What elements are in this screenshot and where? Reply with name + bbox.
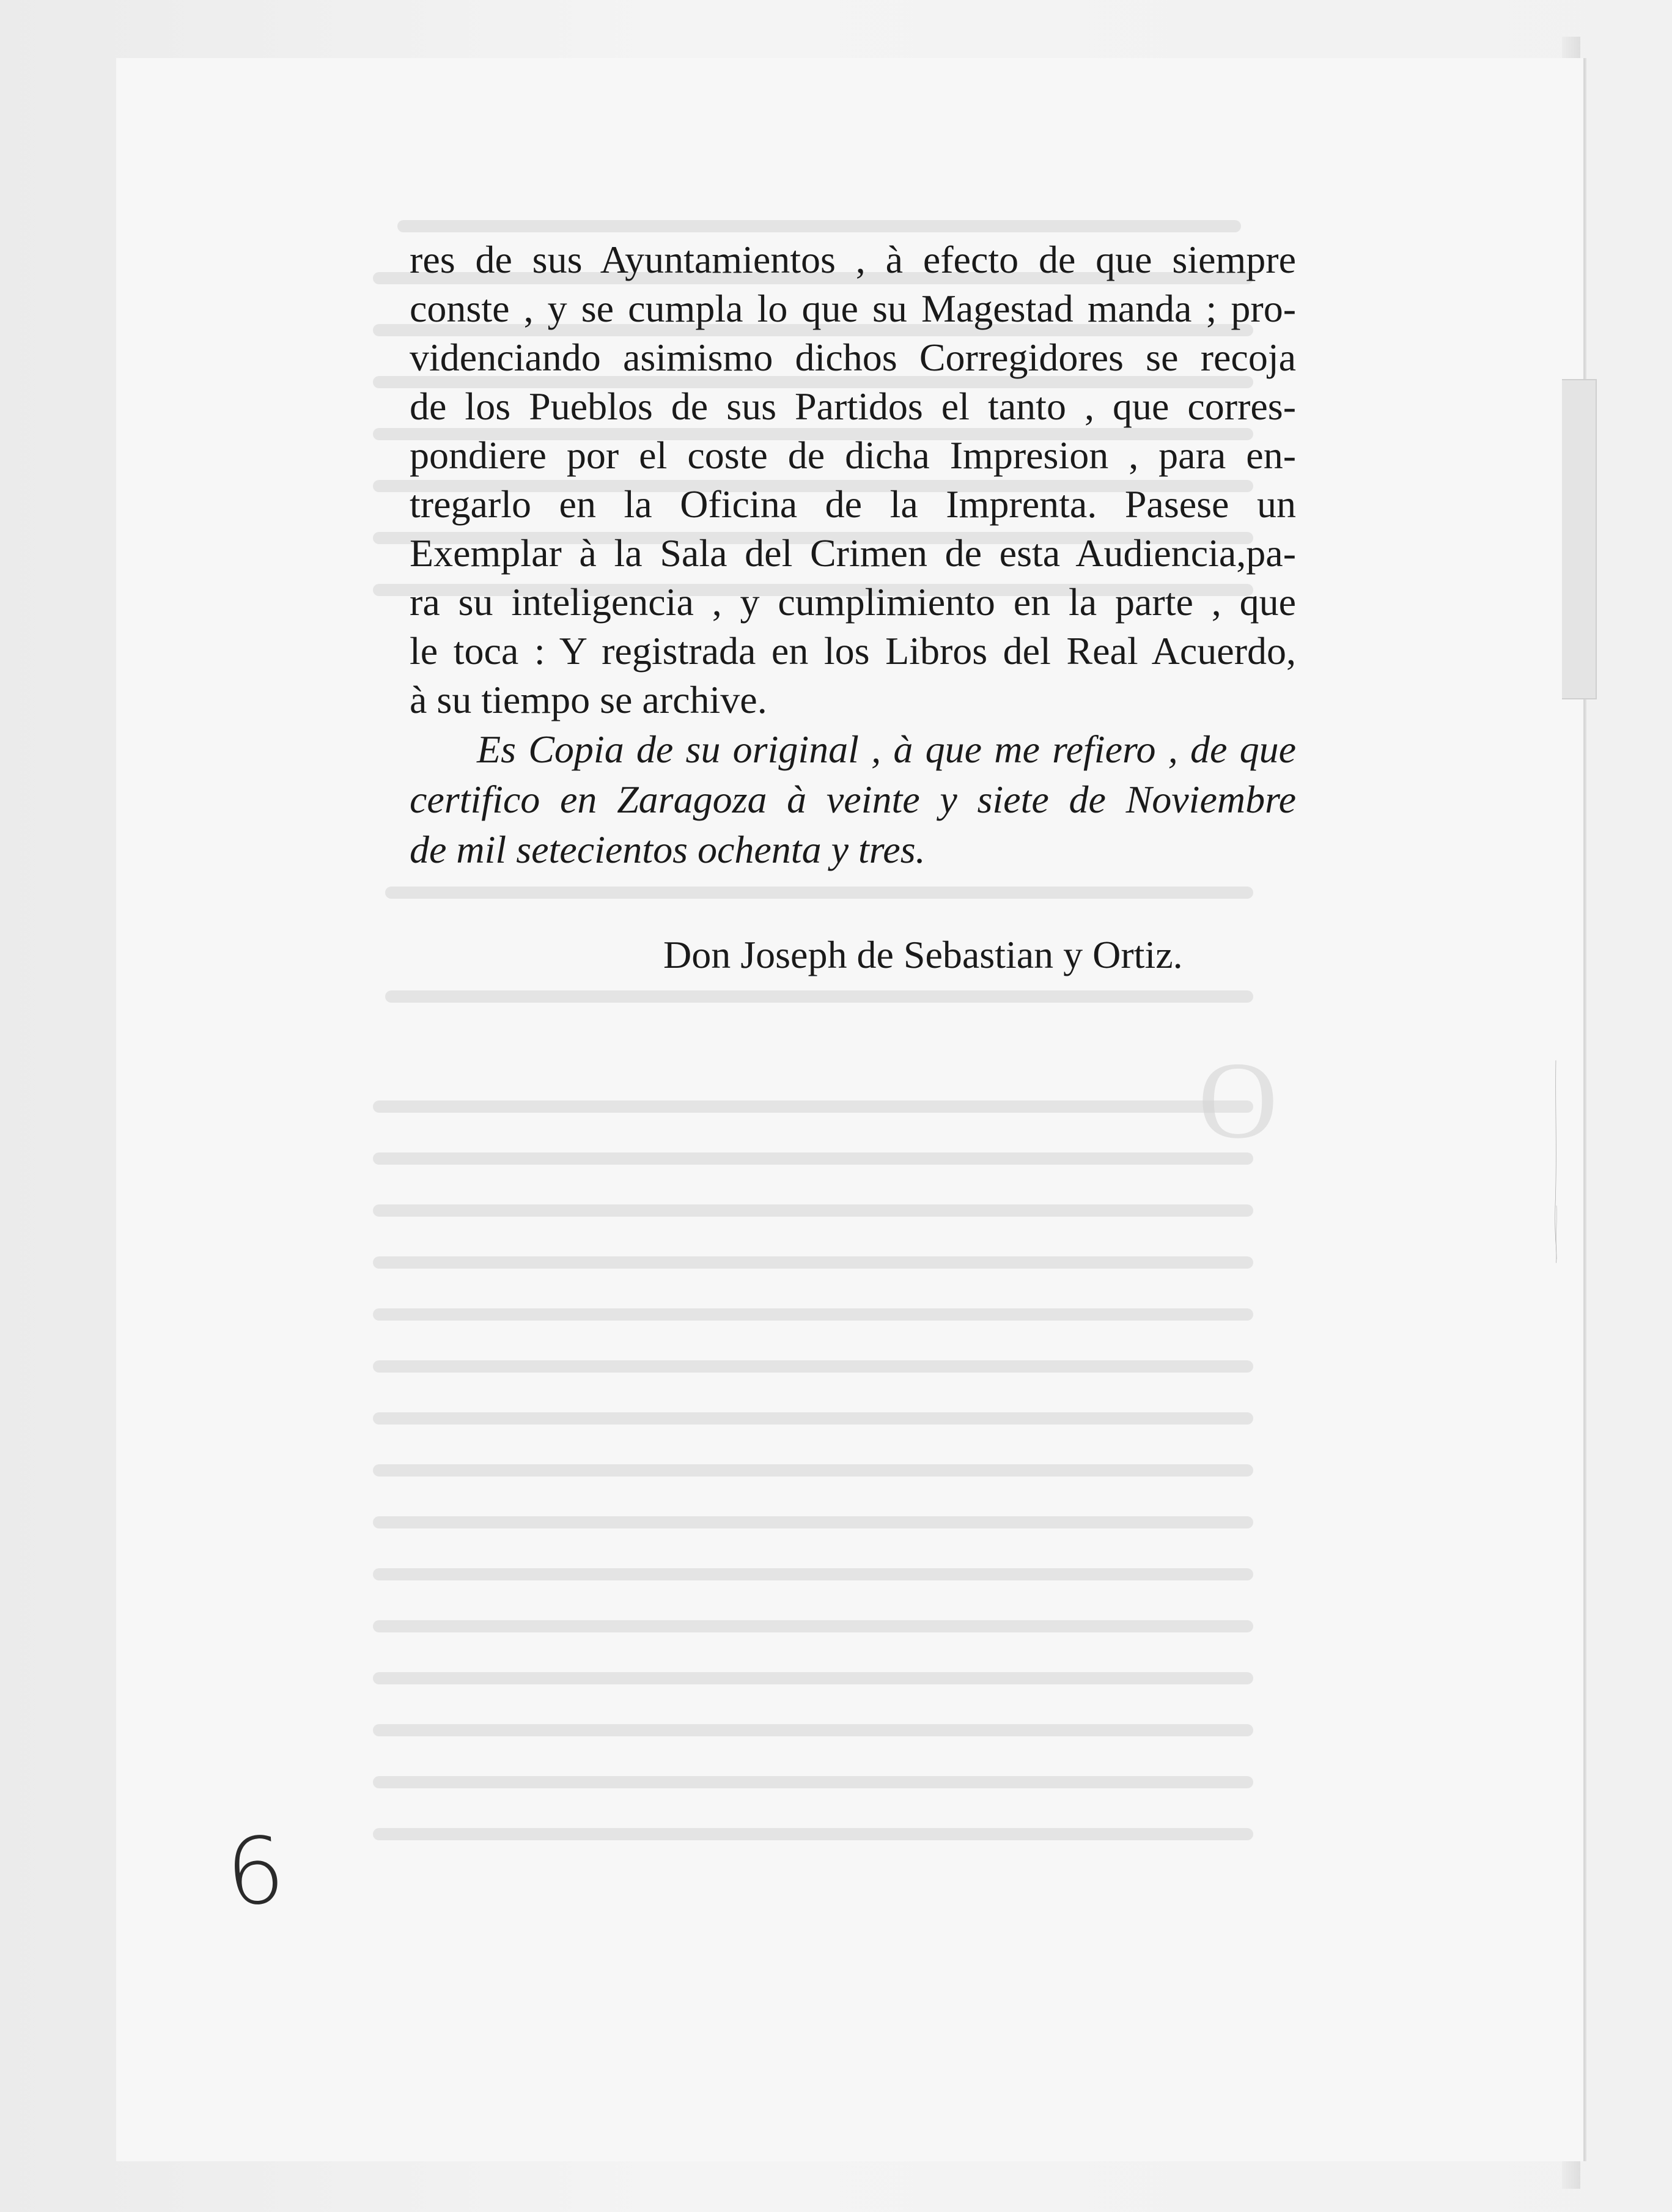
body-line: le toca : Y registrada en los Libros del Real Acuerdo, bbox=[410, 629, 1296, 673]
body-line: conste , y se cumpla lo que su Magestad manda ; pro- bbox=[410, 287, 1296, 330]
binding-string bbox=[1553, 367, 1559, 1956]
body-line: pondiere por el coste de dicha Impresion , para en- bbox=[410, 433, 1296, 477]
body-line: ra su inteligencia , y cumplimiento en la parte , que bbox=[410, 580, 1296, 624]
certification-line: de mil setecientos ochenta y tres. bbox=[410, 828, 926, 871]
body-line: tregarlo en la Oficina de la Imprenta. Pasese un bbox=[410, 482, 1296, 526]
signature-line: Don Joseph de Sebastian y Ortiz. bbox=[663, 933, 1183, 976]
body-line: de los Pueblos de sus Partidos el tanto , que corres- bbox=[410, 385, 1296, 428]
handwritten-folio-number: 6 bbox=[223, 1816, 289, 1928]
binding-tab bbox=[1562, 379, 1597, 699]
body-line: videnciando asimismo dichos Corregidores se recoja bbox=[410, 336, 1296, 379]
certification-line: certifico en Zaragoza à veinte y siete de Noviembre bbox=[410, 778, 1296, 821]
certification-line: Es Copia de su original , à que me refiero , de que bbox=[477, 728, 1296, 771]
body-paragraph bbox=[410, 235, 1296, 724]
body-line: res de sus Ayuntamientos , à efecto de que siempre bbox=[410, 238, 1296, 281]
body-line-last: à su tiempo se archive. bbox=[410, 678, 767, 721]
certification-paragraph bbox=[410, 724, 1296, 875]
body-line: Exemplar à la Sala del Crimen de esta Audiencia,pa- bbox=[410, 531, 1296, 575]
svg-text:O: O bbox=[1198, 1039, 1278, 1161]
